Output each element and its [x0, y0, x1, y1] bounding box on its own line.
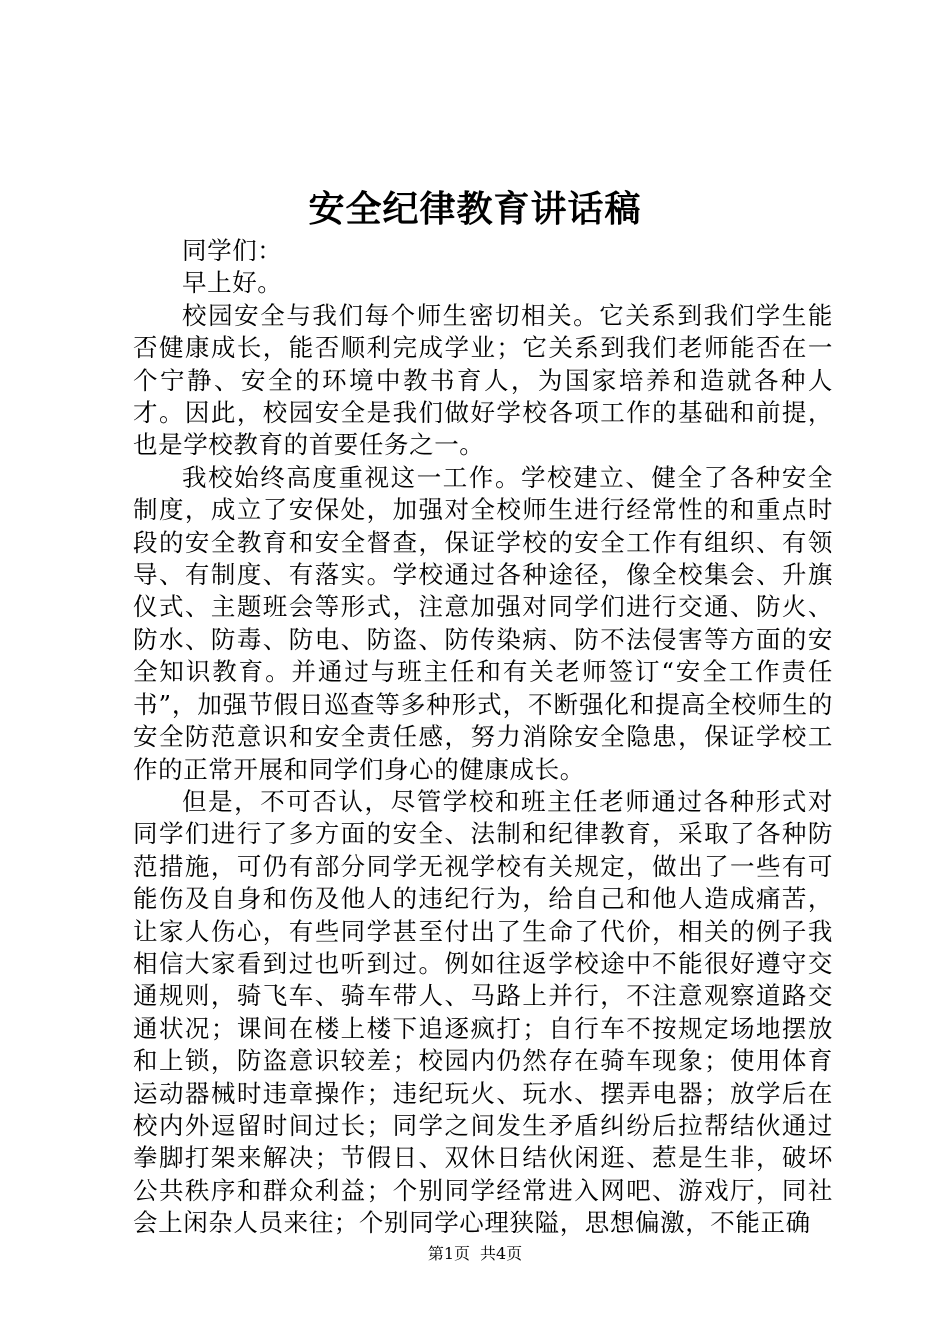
body-paragraph: 校园安全与我们每个师生密切相关。它关系到我们学生能否健康成长，能否顺利完成学业；它关系到我们老师能否在一个宁静、安全的环境中教书育人，为国家培养和造就各种人才。因此，校园安全是我们做好学校各项工作的基础和前提，也是学校教育的首要任务之一。: [133, 300, 833, 460]
body-paragraph: 我校始终高度重视这一工作。学校建立、健全了各种安全制度，成立了安保处，加强对全校师生进行经常性的和重点时段的安全教育和安全督查，保证学校的安全工作有组织、有领导、有制度、有落实。学校通过各种途径，像全校集会、升旗仪式、主题班会等形式，注意加强对同学们进行交通、防火、防水、防毒、防电、防盗、防传染病、防不法侵害等方面的安全知识教育。并通过与班主任和有关老师签订“安全工作责任书”，加强节假日巡查等多种形式，不断强化和提高全校师生的安全防范意识和安全责任感，努力消除安全隐患，保证学校工作的正常开展和同学们身心的健康成长。: [133, 462, 833, 784]
salutation-paragraph: 早上好。: [182, 268, 283, 298]
page-total: 共4页: [480, 1244, 523, 1263]
page-footer: [0, 1243, 950, 1265]
page-number: 第1页: [427, 1244, 470, 1263]
document-body: [133, 235, 833, 1240]
body-paragraph: 但是，不可否认，尽管学校和班主任老师通过各种形式对同学们进行了多方面的安全、法制和纪律教育，采取了各种防范措施，可仍有部分同学无视学校有关规定，做出了一些有可能伤及自身和伤及他人的违纪行为，给自己和他人造成痛苦，让家人伤心，有些同学甚至付出了生命了代价，相关的例子我相信大家看到过也听到过。例如往返学校途中不能很好遵守交通规则，骑飞车、骑车带人、马路上并行，不注意观察道路交通状况；课间在楼上楼下追逐疯打；自行车不按规定场地摆放和上锁，防盗意识较差；校园内仍然存在骑车现象；使用体育运动器械时违章操作；违纪玩火、玩水、摆弄电器；放学后在校内外逗留时间过长；同学之间发生矛盾纠纷后拉帮结伙通过拳脚打架来解决；节假日、双休日结伙闲逛、惹是生非，破坏公共秩序和群众利益；个别同学经常进入网吧、游戏厅，同社会上闲杂人员来往；个别同学心理狭隘，思想偏激，不能正确: [133, 786, 833, 1238]
greeting-paragraph: 同学们：: [182, 236, 283, 265]
document-title: 安全纪律教育讲话稿: [308, 188, 642, 230]
